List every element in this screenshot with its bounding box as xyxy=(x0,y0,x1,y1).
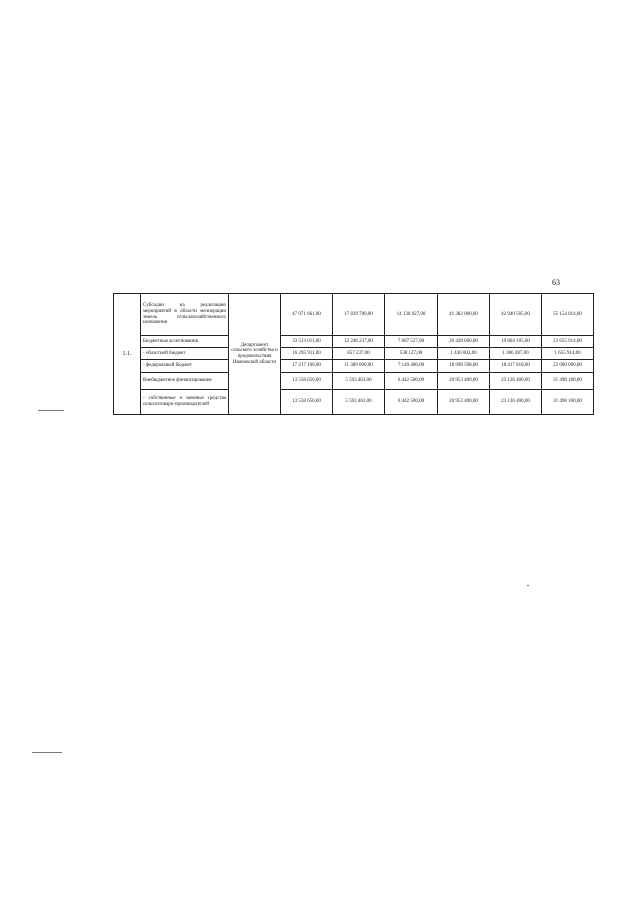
value-cell: 55 154 014,00 xyxy=(542,294,594,336)
value-cell: 23 655 914,00 xyxy=(542,336,594,348)
value-cell: 7 687 527,00 xyxy=(385,336,438,348)
value-cell: 23 136 400,00 xyxy=(490,373,542,390)
value-cell: 6 442 500,00 xyxy=(385,390,438,415)
row-name: - собственные и заемные средства сельхозтоваро-производителей xyxy=(141,390,229,415)
table-row xyxy=(114,360,594,373)
value-cell: 42 940 505,00 xyxy=(490,294,542,336)
table-row xyxy=(114,336,594,348)
value-cell: 5 593 463,00 xyxy=(333,373,385,390)
value-cell: 14 130 027,00 xyxy=(385,294,438,336)
value-cell: 47 071 661,00 xyxy=(281,294,333,336)
scan-speck xyxy=(38,410,64,411)
value-cell: 6 442 500,00 xyxy=(385,373,438,390)
row-name: - областной бюджет xyxy=(141,348,229,360)
value-cell: 22 000 000,00 xyxy=(542,360,594,373)
value-cell: 18 998 598,00 xyxy=(438,360,490,373)
row-index: 1.1. xyxy=(114,294,141,415)
value-cell: 1 386 287,00 xyxy=(490,348,542,360)
value-cell: 11 389 000,00 xyxy=(333,360,385,373)
value-cell: 12 246 237,00 xyxy=(333,336,385,348)
table-row xyxy=(114,294,594,336)
value-cell: 538 127,00 xyxy=(385,348,438,360)
value-cell: 1 655 914,00 xyxy=(542,348,594,360)
budget-table xyxy=(113,293,594,415)
value-cell: 23 136 400,00 xyxy=(490,390,542,415)
row-name: - федеральный бюджет xyxy=(141,360,229,373)
value-cell: 20 428 600,00 xyxy=(438,336,490,348)
value-cell: 17 217 100,00 xyxy=(281,360,333,373)
value-cell: 18 417 818,00 xyxy=(490,360,542,373)
value-cell: 41 382 000,00 xyxy=(438,294,490,336)
value-cell: 5 593 463,00 xyxy=(333,390,385,415)
value-cell: 17 839 700,00 xyxy=(333,294,385,336)
table-row xyxy=(114,348,594,360)
value-cell: 20 953 400,00 xyxy=(438,390,490,415)
row-name: Субсидии на реализацию мероприятий в области мелиорации земель сельскохозяйственного назначения xyxy=(141,294,229,336)
value-cell: 7 149 400,00 xyxy=(385,360,438,373)
value-cell: 857 237,00 xyxy=(333,348,385,360)
scan-speck xyxy=(527,585,529,586)
table-row xyxy=(114,373,594,390)
value-cell: 16 295 911,00 xyxy=(281,348,333,360)
page-number: 63 xyxy=(552,278,560,287)
value-cell: 33 513 011,00 xyxy=(281,336,333,348)
table-row xyxy=(114,390,594,415)
value-cell: 1 430 002,00 xyxy=(438,348,490,360)
value-cell: 13 558 650,00 xyxy=(281,373,333,390)
scan-speck xyxy=(32,752,62,753)
value-cell: 20 953 400,00 xyxy=(438,373,490,390)
row-name: Внебюджетное финансирование xyxy=(141,373,229,390)
value-cell: 31 498 100,00 xyxy=(542,373,594,390)
executor-cell: Департамент сельского хозяйства и продовольствия Ивановской области xyxy=(229,294,281,415)
value-cell: 13 558 650,00 xyxy=(281,390,333,415)
value-cell: 31 498 100,00 xyxy=(542,390,594,415)
value-cell: 19 804 105,00 xyxy=(490,336,542,348)
row-name: Бюджетные ассигнования xyxy=(141,336,229,348)
